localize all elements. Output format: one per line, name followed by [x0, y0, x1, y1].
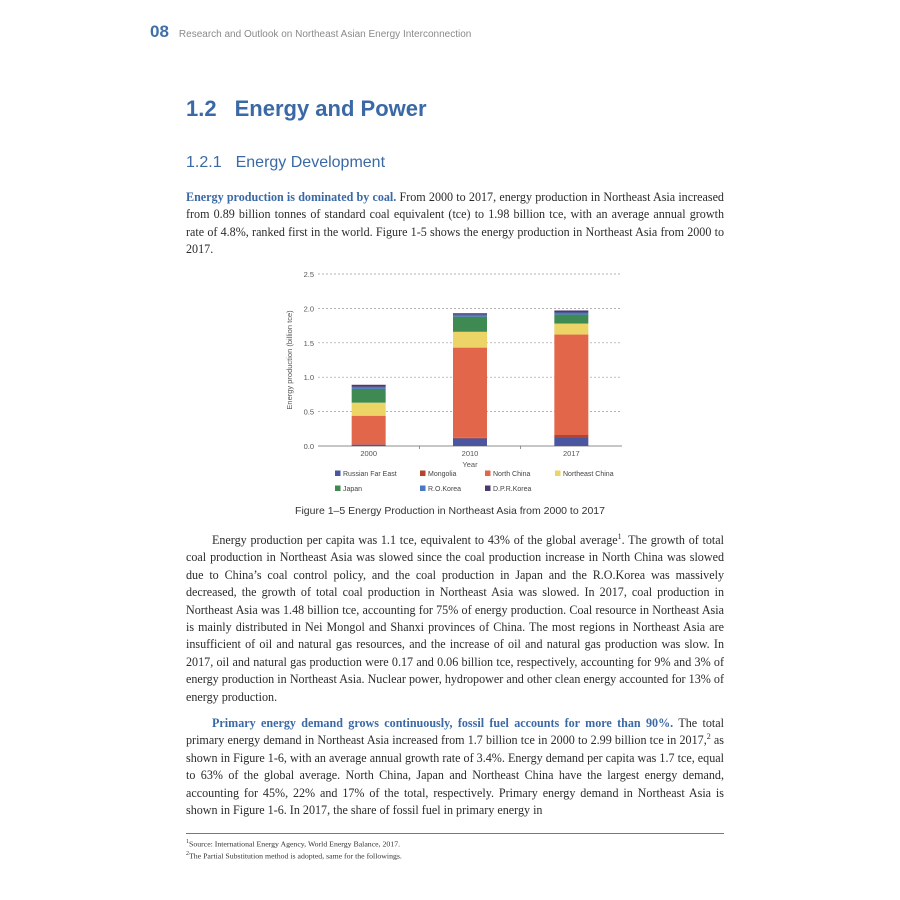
x-tick-label: 2010 [461, 449, 479, 458]
section-number: 1.2 [186, 96, 217, 121]
section-title [186, 96, 427, 122]
footnote-1 [186, 839, 400, 849]
bar-segment [453, 317, 487, 332]
bar-segment [554, 313, 588, 315]
legend-label: Russian Far East [343, 471, 397, 478]
footnote-text: Source: International Energy Agency, World Energy Balance, 2017. [189, 839, 401, 849]
y-tick-label: 1.5 [303, 338, 314, 348]
legend-label: Mongolia [428, 471, 457, 478]
legend-swatch [555, 471, 561, 477]
bar-segment [352, 387, 386, 389]
x-axis-label: Year [462, 460, 478, 469]
bar-segment [352, 389, 386, 403]
x-tick-label: 2017 [562, 449, 580, 458]
paragraph-text: From 2000 to 2017, energy production in Northeast Asia increased from 0.89 billion tonnes of standard coal equivalent (tce) to 1.98 billion tce, with an average annual growth rate of 4.8%, ranked first in the world. Figure 1-5 shows the energy production in Northeast Asia from 2000 to 2017. [186, 190, 724, 257]
bar-segment [453, 332, 487, 348]
legend-swatch [420, 486, 426, 492]
footnote-mark: 2 [186, 851, 189, 857]
paragraph-energy-production [186, 189, 724, 259]
bar-segment [453, 438, 487, 439]
paragraph-lead: Energy production is dominated by coal. [186, 190, 397, 204]
paragraph-text-continued: . The growth of total coal production in Northeast Asia was slowed since the coal production increase in North China was slowed due to China’s coal control policy, and the coal production in Japan and the R.O.Korea was massively decreased, the growth of total coal production in Northeast Asia was slowed. In 2017, coal production in Northeast Asia was 1.48 billion tce, accounting for 75% of energy production. Coal resource in Northeast Asia is mainly distributed in Nei Mongol and Shanxi provinces of China. The most regions in Northeast Asia are insufficient of oil and natural gas resources, and the increase of oil and natural gas production was slow. In 2017, oil and natural gas production were 0.17 and 0.06 billion tce, respectively, accounting for 9% and 3% of energy production in Northeast Asia. Nuclear power, hydropower and other clean energy accounted for 13% of energy production. [186, 533, 724, 704]
footnote-text: The Partial Substitution method is adopted, same for the followings. [189, 851, 402, 861]
paragraph-primary-demand [186, 715, 724, 819]
paragraph-text: Energy production per capita was 1.1 tce, equivalent to 43% of the global average [212, 533, 618, 547]
paragraph-per-capita [186, 532, 724, 706]
bar-segment [453, 315, 487, 317]
bar-segment [352, 416, 386, 445]
legend-label: R.O.Korea [428, 486, 462, 493]
x-tick-label: 2000 [360, 449, 378, 458]
page-number: 08 [150, 22, 169, 41]
legend-swatch [335, 471, 341, 477]
energy-production-chart [280, 266, 640, 506]
subsection-number: 1.2.1 [186, 154, 222, 171]
chart-svg [280, 266, 640, 506]
bar-segment [453, 348, 487, 438]
bar-segment [554, 435, 588, 437]
legend-label: North China [493, 471, 531, 478]
paragraph-text: The total primary energy demand in Northeast Asia increased from 1.7 billion tce in 2000 to 2.99 billion tce in 2017, [186, 716, 724, 748]
bar-segment [554, 335, 588, 435]
legend-label: D.P.R.Korea [493, 486, 532, 493]
y-axis-label: Energy production (billion tce) [285, 310, 294, 410]
y-tick-label: 2.5 [303, 270, 314, 279]
bar-segment [554, 310, 588, 312]
running-header [150, 22, 471, 42]
section-title-text: Energy and Power [234, 96, 427, 121]
legend-label: Japan [343, 486, 363, 493]
subsection-title [186, 154, 385, 172]
bar-segment [554, 437, 588, 446]
y-tick-label: 0.0 [303, 442, 314, 451]
bar-segment [554, 315, 588, 324]
legend-label: Northeast China [563, 471, 614, 478]
footnote-divider [186, 833, 724, 834]
paragraph-text-continued: as shown in Figure 1-6, with an average annual growth rate of 3.4%. Energy demand per capita was 1.7 tce, equal to 63% of the global average. North China, Japan and Northeast China have the largest energy demand, accounting for 45%, 22% and 17% of the total, respectively. Primary energy demand in Northeast Asia is shown in Figure 1-6. In 2017, the share of fossil fuel in primary energy in [186, 733, 724, 818]
legend-swatch [485, 486, 491, 492]
bar-segment [352, 385, 386, 387]
legend-swatch [420, 471, 426, 477]
bar-segment [352, 403, 386, 416]
y-tick-label: 0.5 [303, 407, 314, 417]
footnote-2 [186, 851, 402, 861]
bar-segment [453, 313, 487, 314]
y-tick-label: 2.0 [303, 304, 314, 314]
figure-caption: Figure 1–5 Energy Production in Northeast Asia from 2000 to 2017 [295, 505, 605, 517]
footnote-ref[interactable]: 2 [706, 732, 711, 742]
footnote-mark: 1 [186, 839, 189, 845]
y-tick-label: 1.0 [303, 373, 314, 383]
running-title: Research and Outlook on Northeast Asian Energy Interconnection [178, 29, 472, 40]
footnote-ref[interactable]: 1 [617, 531, 622, 541]
legend-swatch [335, 486, 341, 492]
paragraph-lead: Primary energy demand grows continuously, fossil fuel accounts for more than 90%. [212, 716, 674, 730]
bar-segment [352, 445, 386, 446]
subsection-title-text: Energy Development [235, 154, 386, 171]
legend-swatch [485, 471, 491, 477]
bar-segment [453, 438, 487, 446]
bar-segment [554, 324, 588, 335]
